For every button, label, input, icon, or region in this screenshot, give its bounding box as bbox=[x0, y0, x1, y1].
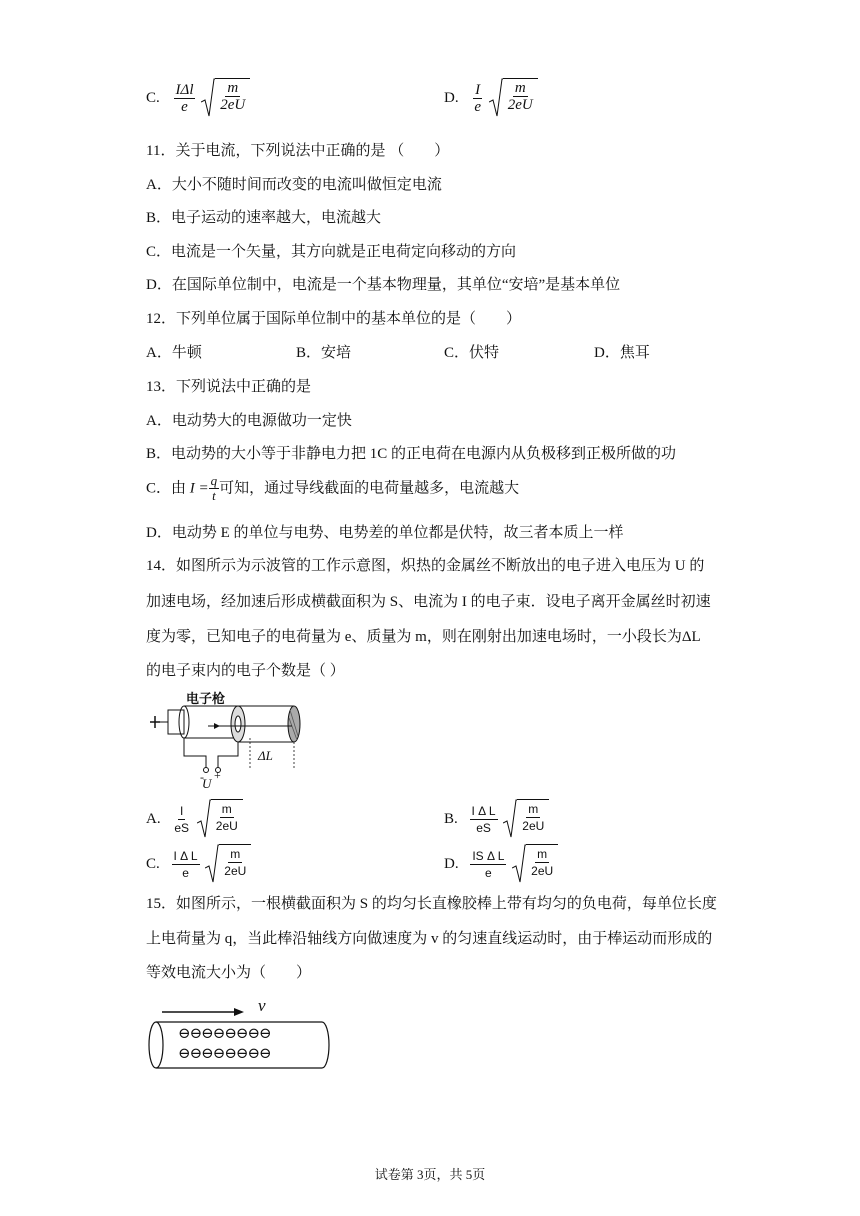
negative-charges: ⊖⊖⊖⊖⊖⊖⊖⊖ ⊖⊖⊖⊖⊖⊖⊖⊖ bbox=[178, 1026, 271, 1062]
q14-line-2: 加速电场，经加速后形成横截面积为 S、电流为 I 的电子束．设电子离开金属丝时初速 bbox=[146, 594, 711, 610]
velocity-label: v bbox=[258, 996, 266, 1015]
q15-line-3: 等效电流大小为（ ） bbox=[146, 965, 312, 981]
q11-option-d: D．在国际单位制中，电流是一个基本物理量，其单位“安培”是基本单位 bbox=[146, 277, 621, 293]
sqrt-sign: $\frac{m}{2eU}$ bbox=[512, 844, 558, 884]
q12-stem: 12．下列单位属于国际单位制中的基本单位的是（ ） bbox=[146, 311, 522, 327]
q15-line-1: 15．如图所示，一根横截面积为 S 的均匀长直橡胶棒上带有均匀的负电荷，每单位长度 bbox=[146, 896, 717, 912]
q10-option-c: C. $\frac{\text{IΔl}}{e}$ $\frac{m}{2eU}$ bbox=[146, 78, 250, 118]
q12-option-b: B．安培 bbox=[296, 345, 352, 361]
q13-option-b: B．电动势的大小等于非静电力把 1C 的正电荷在电源内从负极移到正极所做的功 bbox=[146, 446, 677, 462]
electron-gun-figure bbox=[146, 688, 306, 792]
q12-option-c: C．伏特 bbox=[444, 345, 500, 361]
electron-gun-label: 电子枪 bbox=[186, 691, 226, 706]
q13-option-a: A．电动势大的电源做功一定快 bbox=[146, 413, 352, 429]
sqrt-sign: $\frac{m}{2eU}$ bbox=[205, 844, 251, 884]
q14-line-3: 度为零，已知电子的电荷量为 e、质量为 m，则在刚射出加速电场时，一小段长为ΔL bbox=[146, 629, 701, 645]
q14-line-4: 的电子束内的电子个数是（ ） bbox=[146, 663, 345, 679]
q14-option-c: C. $\frac{\text{I Δ L}}{e}$ $\frac{m}{2eU}$ bbox=[146, 844, 251, 884]
sqrt-sign: $\frac{m}{2eU}$ bbox=[197, 799, 243, 839]
q14-option-d: D. $\frac{\text{IS Δ L}}{e}$ $\frac{m}{2eU}$ bbox=[444, 844, 558, 884]
minus-sign: - bbox=[200, 770, 204, 784]
q13-stem: 13．下列说法中正确的是 bbox=[146, 379, 312, 395]
q10-option-d: D. $\frac{I}{e}$ $\frac{m}{2eU}$ bbox=[444, 78, 538, 118]
q14-option-a: A. $\frac{I}{eS}$ $\frac{m}{2eU}$ bbox=[146, 799, 243, 839]
q12-option-a: A．牛顿 bbox=[146, 345, 202, 361]
page-footer: 试卷第 3页，共 5页 bbox=[374, 1167, 486, 1182]
q11-stem: 11．关于电流，下列说法中正确的是 （ ） bbox=[146, 143, 450, 159]
delta-l-label: ΔL bbox=[258, 748, 273, 763]
q11-option-c: C．电流是一个矢量，其方向就是正电荷定向移动的方向 bbox=[146, 244, 517, 260]
q12-option-d: D．焦耳 bbox=[594, 345, 650, 361]
sqrt-sign: $\frac{m}{2eU}$ bbox=[489, 78, 538, 118]
q11-option-b: B．电子运动的速率越大，电流越大 bbox=[146, 210, 382, 226]
q11-option-a: A．大小不随时间而改变的电流叫做恒定电流 bbox=[146, 177, 442, 193]
charged-rod-figure bbox=[146, 996, 332, 1072]
q13-option-d: D．电动势 E 的单位与电势、电势差的单位都是伏特，故三者本质上一样 bbox=[146, 525, 624, 541]
q13-option-c: C．由 I = $\frac{q}{t}$ 可知，通过导线截面的电荷量越多，电流越大 bbox=[146, 473, 520, 503]
sqrt-sign: $\frac{m}{2eU}$ bbox=[201, 78, 250, 118]
plus-sign: + bbox=[214, 768, 221, 782]
sqrt-sign: $\frac{m}{2eU}$ bbox=[503, 799, 549, 839]
q14-line-1: 14．如图所示为示波管的工作示意图，炽热的金属丝不断放出的电子进入电压为 U 的 bbox=[146, 558, 705, 574]
q15-line-2: 上电荷量为 q，当此棒沿轴线方向做速度为 v 的匀速直线运动时，由于棒运动而形成的 bbox=[146, 931, 713, 947]
u-label: U bbox=[202, 776, 212, 791]
q14-option-b: B. $\frac{\text{I Δ L}}{eS}$ $\frac{m}{2eU}$ bbox=[444, 799, 549, 839]
